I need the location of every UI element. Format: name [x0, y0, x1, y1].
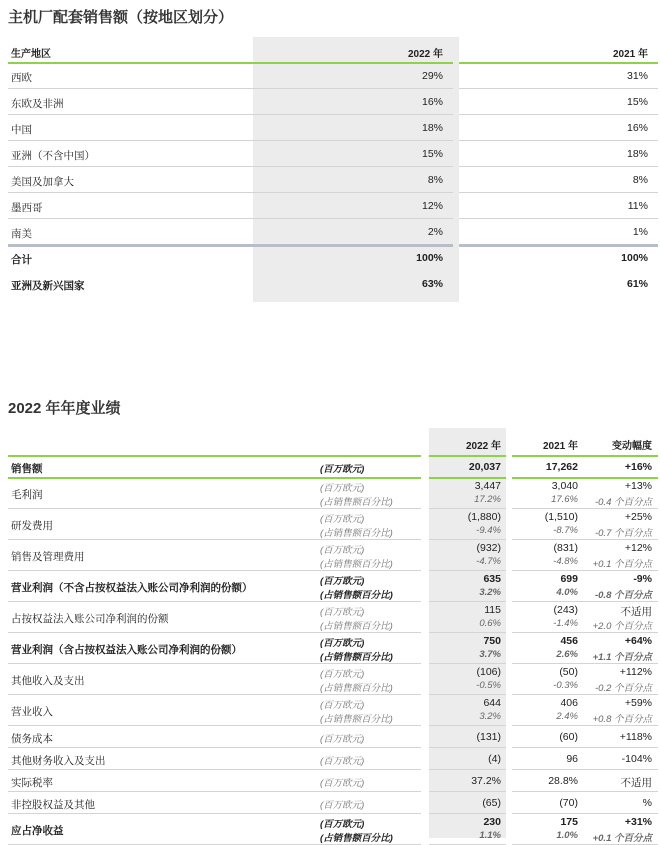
- unit-label: (百万欧元): [320, 483, 365, 494]
- value-2022: 1.1%: [479, 830, 501, 841]
- value-2021: 28.8%: [548, 775, 578, 787]
- table-row: [8, 456, 658, 478]
- asia-2022: 63%: [421, 278, 443, 290]
- value-2021: 16%: [626, 122, 648, 134]
- table-row: [8, 63, 658, 89]
- unit-label: (百万欧元): [320, 607, 365, 618]
- table-row: [8, 664, 658, 695]
- value-2021: 4.0%: [556, 587, 578, 598]
- table1-title: 主机厂配套销售额（按地区划分）: [8, 9, 234, 26]
- value-change: +31%: [624, 816, 652, 828]
- value-2021: 17.6%: [551, 494, 578, 505]
- value-change: +59%: [624, 697, 652, 709]
- value-2021: (70): [559, 797, 578, 809]
- header-change: 变动幅度: [612, 441, 652, 452]
- value-change: -0.8 个百分点: [594, 590, 652, 601]
- value-2022: 8%: [427, 174, 443, 186]
- value-2022: 12%: [421, 200, 443, 212]
- unit-label: (占销售额百分比): [320, 833, 393, 844]
- table1-asia-row: [8, 271, 658, 297]
- value-2022: 0.6%: [479, 618, 501, 629]
- unit-label: (百万欧元): [320, 734, 365, 745]
- table2-header: [8, 428, 658, 456]
- row-label: 研发费用: [11, 520, 53, 532]
- total-2021: 100%: [621, 252, 648, 264]
- table1-rows: [8, 63, 658, 245]
- value-2021: 699: [560, 573, 578, 585]
- row-label: 占按权益法入账公司净利润的份额: [11, 613, 169, 625]
- annual-results-table: [8, 428, 658, 845]
- table-row: [8, 633, 658, 664]
- value-2022: (4): [488, 753, 501, 765]
- header-2021: 2021 年: [612, 49, 648, 60]
- table1-total-row: [8, 245, 658, 271]
- region-label: 中国: [11, 124, 32, 136]
- row-label: 营业收入: [11, 706, 53, 718]
- value-2022: (106): [476, 666, 501, 678]
- unit-label: (百万欧元): [320, 800, 365, 811]
- value-change: -9%: [633, 573, 652, 585]
- value-2021: 96: [566, 753, 578, 765]
- row-label: 其他财务收入及支出: [11, 755, 106, 767]
- value-2022: (131): [476, 731, 501, 743]
- header-2022: 2022 年: [465, 441, 501, 452]
- value-2022: 3.7%: [479, 649, 501, 660]
- asia-2021: 61%: [626, 278, 648, 290]
- table-row: [8, 792, 658, 814]
- value-2021: -4.8%: [553, 556, 578, 567]
- value-2022: 20,037: [468, 461, 501, 473]
- value-2022: (1,880): [467, 511, 501, 523]
- value-change: +0.1 个百分点: [592, 833, 652, 844]
- value-change: +112%: [619, 666, 652, 678]
- value-change: +0.8 个百分点: [592, 714, 652, 725]
- region-label: 西欧: [11, 72, 32, 84]
- unit-label: (占销售额百分比): [320, 559, 393, 570]
- value-change: +25%: [624, 511, 652, 523]
- table-row: [8, 509, 658, 540]
- region-label: 南美: [11, 228, 32, 240]
- table-row: [8, 193, 658, 219]
- value-change: +13%: [624, 480, 652, 492]
- value-2022: 29%: [421, 70, 443, 82]
- unit-label: (占销售额百分比): [320, 714, 393, 725]
- unit-label: (百万欧元): [320, 514, 365, 525]
- table-row: [8, 695, 658, 726]
- value-2022: 18%: [421, 122, 443, 134]
- unit-label: (占销售额百分比): [320, 683, 393, 694]
- table2-rows: [8, 456, 658, 845]
- value-change: -0.7 个百分点: [594, 528, 652, 539]
- value-2022: 15%: [421, 148, 443, 160]
- row-label: 应占净收益: [11, 825, 64, 837]
- value-2022: 635: [483, 573, 501, 585]
- value-2022: 3.2%: [479, 587, 501, 598]
- value-2022: -4.7%: [476, 556, 501, 567]
- row-label: 实际税率: [11, 777, 53, 789]
- value-2022: 37.2%: [471, 775, 501, 787]
- total-2022: 100%: [416, 252, 443, 264]
- value-2022: 2%: [427, 226, 443, 238]
- value-change: +16%: [624, 461, 652, 473]
- value-2021: 456: [560, 635, 578, 647]
- table-row: [8, 167, 658, 193]
- value-change: -0.2 个百分点: [594, 683, 652, 694]
- unit-label: (占销售额百分比): [320, 497, 393, 508]
- value-2021: 8%: [632, 174, 648, 186]
- value-change: +2.0 个百分点: [592, 621, 652, 632]
- table-row: [8, 726, 658, 748]
- value-2021: 1%: [632, 226, 648, 238]
- unit-label: (占销售额百分比): [320, 652, 393, 663]
- value-2022: (65): [482, 797, 501, 809]
- value-2021: 3,040: [551, 480, 578, 492]
- value-change: +64%: [624, 635, 652, 647]
- value-change: 不适用: [620, 777, 652, 789]
- value-2022: 115: [484, 604, 501, 616]
- table-row: [8, 602, 658, 633]
- value-change: -0.4 个百分点: [594, 497, 652, 508]
- row-label: 其他收入及支出: [11, 675, 85, 687]
- table-row: [8, 219, 658, 245]
- table-row: [8, 540, 658, 571]
- unit-label: (百万欧元): [320, 819, 365, 830]
- value-2022: 16%: [421, 96, 443, 108]
- table-row: [8, 89, 658, 115]
- row-label: 销售及管理费用: [11, 551, 85, 563]
- table-row: [8, 770, 658, 792]
- value-2021: 31%: [626, 70, 648, 82]
- region-label: 墨西哥: [11, 202, 43, 214]
- value-2021: (60): [559, 731, 578, 743]
- total-label: 合计: [11, 254, 32, 266]
- value-2022: 3.2%: [479, 711, 501, 722]
- table-row: [8, 571, 658, 602]
- value-2021: 175: [560, 816, 578, 828]
- value-2021: (831): [553, 542, 578, 554]
- unit-label: (百万欧元): [320, 669, 365, 680]
- table2-title: 2022 年年度业绩: [8, 400, 121, 417]
- row-label: 毛利润: [11, 489, 43, 501]
- value-change: 不适用: [620, 606, 652, 618]
- header-2021: 2021 年: [542, 441, 578, 452]
- unit-label: (占销售额百分比): [320, 528, 393, 539]
- value-2021: (243): [553, 604, 578, 616]
- row-label: 销售额: [11, 463, 43, 475]
- table-row: [8, 748, 658, 770]
- asia-label: 亚洲及新兴国家: [11, 280, 85, 292]
- unit-label: (百万欧元): [320, 464, 365, 475]
- value-2022: (932): [476, 542, 501, 554]
- value-2021: 18%: [626, 148, 648, 160]
- value-change: +1.1 个百分点: [592, 652, 652, 663]
- region-label: 美国及加拿大: [11, 176, 74, 188]
- value-2021: 2.6%: [556, 649, 578, 660]
- value-2021: 1.0%: [556, 830, 578, 841]
- unit-label: (占销售额百分比): [320, 590, 393, 601]
- value-2022: -9.4%: [476, 525, 501, 536]
- row-label: 营业利润（不含占按权益法入账公司净利润的份额）: [11, 582, 253, 594]
- unit-label: (百万欧元): [320, 756, 365, 767]
- row-label: 债务成本: [11, 733, 53, 745]
- row-label: 营业利润（含占按权益法入账公司净利润的份额）: [11, 644, 242, 656]
- value-2021: 11%: [627, 200, 648, 212]
- unit-label: (百万欧元): [320, 638, 365, 649]
- value-change: %: [642, 797, 652, 809]
- table1-header: [8, 37, 658, 63]
- value-2021: -0.3%: [553, 680, 578, 691]
- value-2021: (50): [559, 666, 578, 678]
- value-2022: 750: [483, 635, 501, 647]
- value-2021: 17,262: [545, 461, 578, 473]
- table-row: [8, 478, 658, 509]
- value-2021: 2.4%: [556, 711, 578, 722]
- unit-label: (百万欧元): [320, 700, 365, 711]
- region-label: 亚洲（不含中国）: [11, 150, 95, 162]
- value-2022: 644: [483, 697, 501, 709]
- table-row: [8, 115, 658, 141]
- value-change: +0.1 个百分点: [592, 559, 652, 570]
- value-change: +118%: [619, 731, 652, 743]
- value-2021: 406: [560, 697, 578, 709]
- value-2021: -1.4%: [553, 618, 578, 629]
- header-2022: 2022 年: [407, 49, 443, 60]
- row-label: 非控股权益及其他: [11, 799, 95, 811]
- value-2021: -8.7%: [553, 525, 578, 536]
- value-change: +12%: [624, 542, 652, 554]
- value-change: -104%: [621, 753, 652, 765]
- value-2022: 3,447: [474, 480, 501, 492]
- table-row: [8, 141, 658, 167]
- value-2021: 15%: [626, 96, 648, 108]
- value-2022: -0.5%: [476, 680, 501, 691]
- region-label: 东欧及非洲: [11, 98, 64, 110]
- header-region: 生产地区: [11, 49, 51, 60]
- value-2022: 17.2%: [474, 494, 501, 505]
- table-row: [8, 814, 658, 845]
- unit-label: (百万欧元): [320, 545, 365, 556]
- unit-label: (百万欧元): [320, 778, 365, 789]
- regional-sales-table: [8, 37, 658, 297]
- unit-label: (百万欧元): [320, 576, 365, 587]
- unit-label: (占销售额百分比): [320, 621, 393, 632]
- value-2021: (1,510): [544, 511, 578, 523]
- value-2022: 230: [483, 816, 501, 828]
